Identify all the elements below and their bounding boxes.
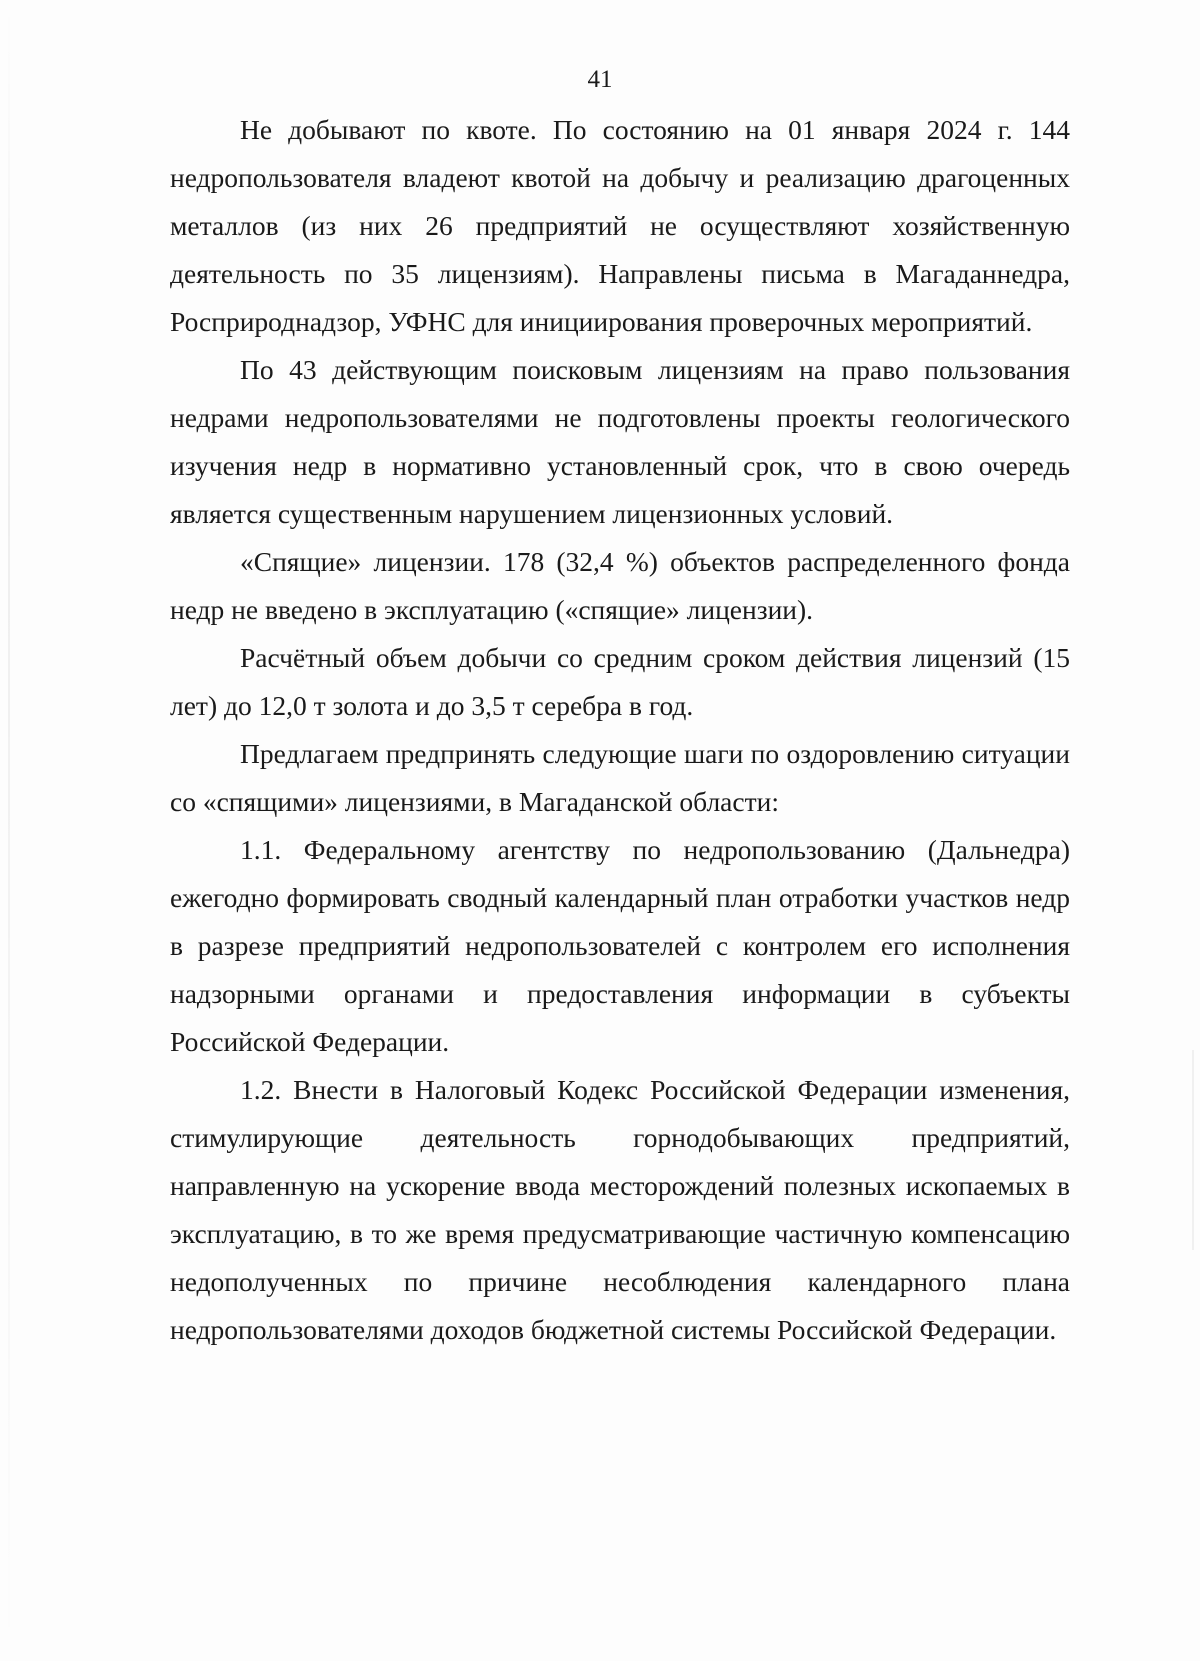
- document-body: [170, 106, 1070, 1354]
- paragraph-sleeping-licenses: «Спящие» лицензии. 178 (32,4 %) объектов распределенного фонда недр не введено в эксплуатацию («спящие» лицензии).: [170, 546, 1070, 625]
- paragraph-proposal-1-2: 1.2. Внести в Налоговый Кодекс Российской Федерации изменения, стимулирующие деятельность горнодобывающих предприятий, направленную на ускорение ввода месторождений полезных ископаемых в эксплуатацию, в то же время предусматривающие частичную компенсацию недополученных по причине несоблюдения календарного плана недропользователями доходов бюджетной системы Российской Федерации.: [170, 1074, 1070, 1345]
- paragraph-extraction-volume: Расчётный объем добычи со средним сроком действия лицензий (15 лет) до 12,0 т золота и до 3,5 т серебра в год.: [170, 642, 1070, 721]
- paragraph-proposal-1-1: 1.1. Федеральному агентству по недропользованию (Дальнедра) ежегодно формировать сводный календарный план отработки участков недр в разрезе предприятий недропользователей с контролем его исполнения надзорными органами и предоставления информации в субъекты Российской Федерации.: [170, 834, 1070, 1057]
- paragraph-search-licenses: По 43 действующим поисковым лицензиям на право пользования недрами недропользователями не подготовлены проекты геологического изучения недр в нормативно установленный срок, что в свою очередь является существенным нарушением лицензионных условий.: [170, 354, 1070, 529]
- page-number: 41: [587, 66, 613, 93]
- paragraph-proposal-intro: Предлагаем предпринять следующие шаги по оздоровлению ситуации со «спящими» лицензиями, в Магаданской области:: [170, 738, 1070, 817]
- scan-edge-shadow-right: [1192, 1050, 1194, 1250]
- paragraph-quota: Не добывают по квоте. По состоянию на 01 января 2024 г. 144 недропользователя владеют квотой на добычу и реализацию драгоценных металлов (из них 26 предприятий не осуществляют хозяйственную деятельность по 35 лицензиям). Направлены письма в Магаданнедра, Росприроднадзор, УФНС для инициирования проверочных мероприятий.: [170, 114, 1070, 337]
- scan-edge-shadow: [8, 0, 10, 1661]
